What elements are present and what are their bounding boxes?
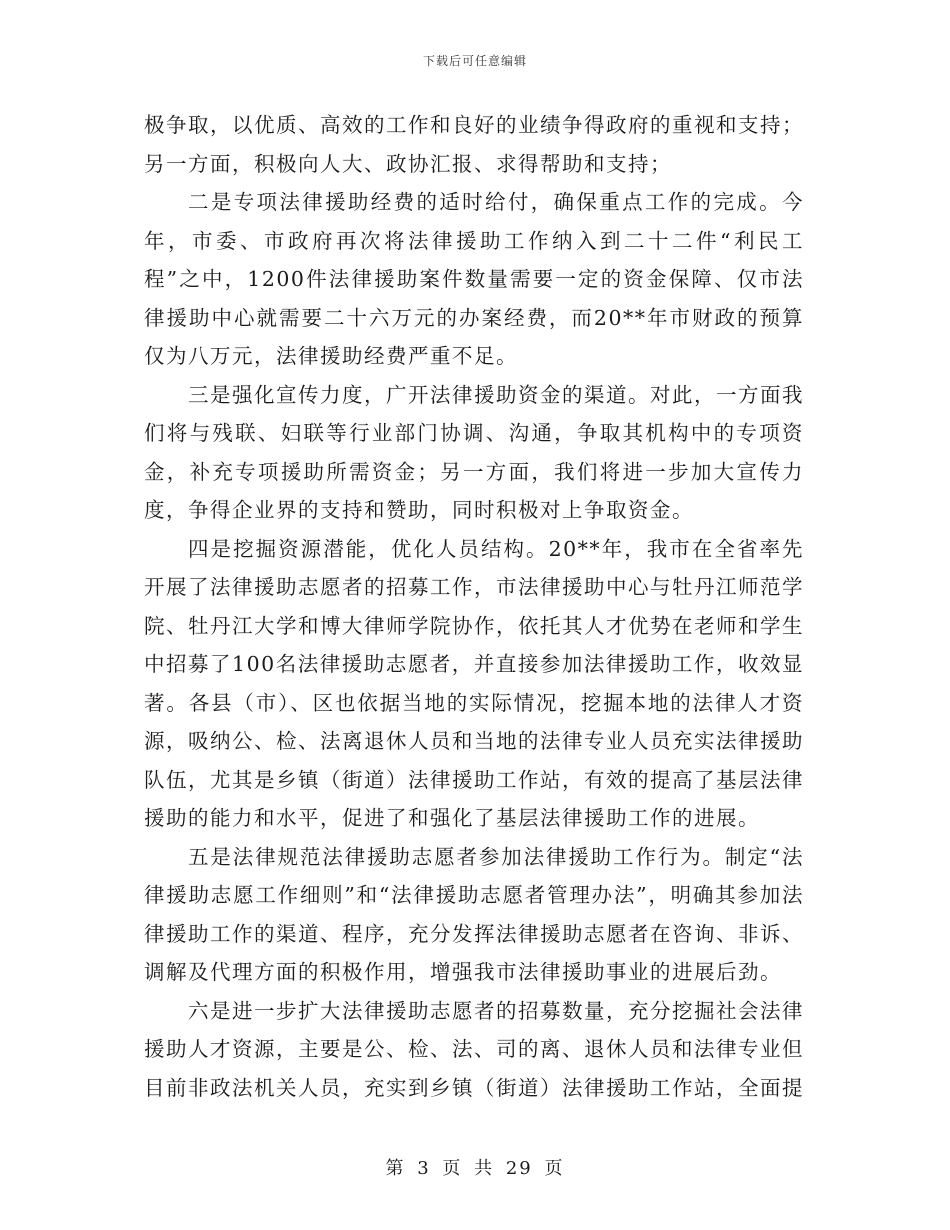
paragraph-item-2: 二是专项法律援助经费的适时给付，确保重点工作的完成。今年，市委、市政府再次将法律援助工作纳入到二十二件“利民工程”之中，1200件法律援助案件数量需要一定的资金保障、仅市法律援助中心就需要二十六万元的办案经费，而20**年市财政的预算仅为八万元，法律援助经费严重不足。 (144, 190, 804, 368)
page-number: 第 3 页 共 29 页 (385, 1158, 565, 1179)
paragraph-item-5: 五是法律规范法律援助志愿者参加法律援助工作行为。制定“法律援助志愿工作细则”和“法律援助志愿者管理办法”，明确其参加法律援助工作的渠道、程序，充分发挥法律援助志愿者在咨询、非诉、调解及代理方面的积极作用，增强我市法律援助事业的进展后劲。 (144, 844, 804, 984)
paragraph-item-6: 六是进一步扩大法律援助志愿者的招募数量，充分挖掘社会法律援助人才资源，主要是公、检、法、司的离、退休人员和法律专业但目前非政法机关人员，充实到乡镇（街道）法律援助工作站，全面提 (144, 998, 804, 1100)
document-body (144, 106, 804, 1107)
paragraph-item-4: 四是挖掘资源潜能，优化人员结构。20**年，我市在全省率先开展了法律援助志愿者的招募工作，市法律援助中心与牡丹江师范学院、牡丹江大学和博大律师学院协作，依托其人才优势在老师和学生中招募了100名法律援助志愿者，并直接参加法律援助工作，收效显著。各县（市）、区也依据当地的实际情况，挖掘本地的法律人才资源，吸纳公、检、法离退休人员和当地的法律专业人员充实法律援助队伍，尤其是乡镇（街道）法律援助工作站，有效的提高了基层法律援助的能力和水平，促进了和强化了基层法律援助工作的进展。 (144, 536, 804, 830)
paragraph-item-3: 三是强化宣传力度，广开法律援助资金的渠道。对此，一方面我们将与残联、妇联等行业部门协调、沟通，争取其机构中的专项资金，补充专项援助所需资金；另一方面，我们将进一步加大宣传力度，争得企业界的支持和赞助，同时积极对上争取资金。 (144, 382, 804, 522)
page-header-note: 下载后可任意编辑 (422, 54, 527, 68)
paragraph-continuation: 极争取，以优质、高效的工作和良好的业绩争得政府的重视和支持；另一方面，积极向人大、政协汇报、求得帮助和支持； (144, 113, 804, 176)
